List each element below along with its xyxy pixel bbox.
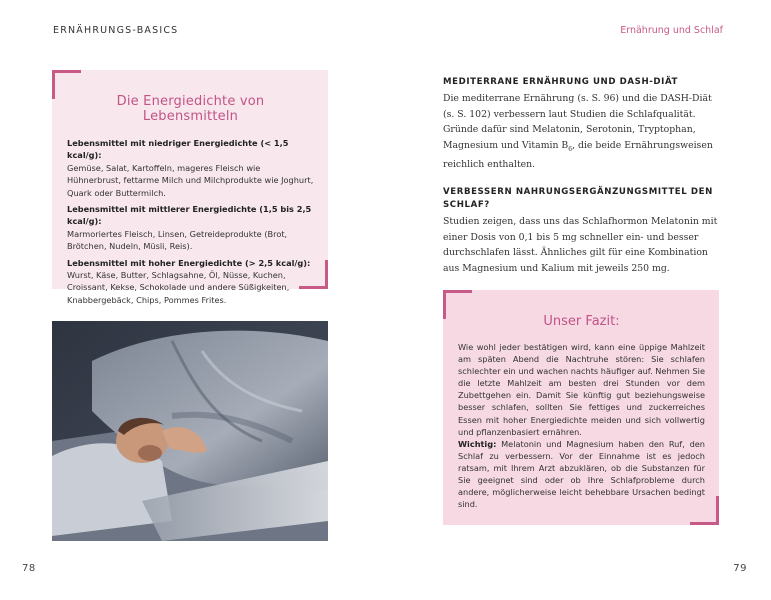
energy-group-label: Lebensmittel mit mittlerer Energiedichte (1,5 bis 2,5 kcal/g): — [67, 204, 312, 227]
mediterran-text-start: Die mediterrane Ernährung (s. S. 96) und die DASH-Diät (s. S. 102) verbessern laut Studien die Schlafqualität. Gründe dafür sind Melatonin, Serotonin, Tryptophan, Magnesium und Vitamin B — [443, 93, 712, 151]
running-head-left: ERNÄHRUNGS-BASICS — [53, 25, 179, 36]
mediterran-text-end: , die beide Ernährungsweisen reichlich enthalten. — [443, 139, 713, 170]
energy-group-body: Wurst, Käse, Butter, Schlagsahne, Öl, Nüsse, Kuchen, Croissant, Kekse, Schokolade und andere Süßigkeiten, Knabbergebäck, Chips, Pommes Frites. — [67, 270, 290, 305]
photo-illustration — [52, 321, 328, 541]
corner-accent-top-left — [52, 70, 81, 99]
sleeping-man-photo — [52, 321, 328, 541]
corner-accent-bottom-right — [299, 260, 328, 289]
energy-group-low — [67, 137, 314, 199]
energy-group-body: Marmoriertes Fleisch, Linsen, Getreideprodukte (Brot, Brötchen, Nudeln, Müsli, Reis). — [67, 228, 288, 252]
fazit-body — [458, 341, 705, 510]
page-number-right: 79 — [733, 563, 747, 574]
right-page-text — [443, 76, 723, 276]
section-body-supplements: Studien zeigen, dass uns das Schlafhormon Melatonin mit einer Dosis von 0,1 bis 5 mg schneller ein- und besser durchschlafen lässt. Ähnliches gilt für eine Kombination aus Magnesium und Kalium mit jeweils 250 mg. — [443, 216, 718, 274]
corner-accent-bottom-right — [690, 496, 719, 525]
energy-group-medium — [67, 203, 314, 253]
energy-density-box — [52, 70, 328, 305]
energy-group-label: Lebensmittel mit niedriger Energiedichte (< 1,5 kcal/g): — [67, 138, 289, 161]
fazit-note-text: Melatonin und Magnesium haben den Ruf, den Schlaf zu verbessern. Vor der Einnahme ist es jedoch ratsam, mit Ihrem Arzt abzuklären, ob die Substanzen für Sie geeignet sind oder ob Ihre Schlafprobleme durch andere, möglicherweise leicht behebbare Ursachen bedingt sind. — [458, 438, 705, 510]
energy-group-high — [67, 257, 314, 307]
fazit-title: Unser Fazit: — [543, 314, 620, 329]
vitamin-subscript: 6 — [568, 145, 573, 153]
section-heading-mediterran: MEDITERRANE ERNÄHRUNG UND DASH-DIÄT — [443, 77, 678, 87]
page-number-left: 78 — [22, 563, 36, 574]
energy-box-title: Die Energiedichte von Lebensmitteln — [116, 94, 265, 124]
fazit-box — [443, 290, 719, 525]
section-heading-supplements: VERBESSERN NAHRUNGSERGÄNZUNGSMITTEL DEN SCHLAF? — [443, 187, 713, 211]
energy-group-label: Lebensmittel mit hoher Energiedichte (> 2,5 kcal/g): — [67, 257, 311, 268]
section-body-mediterran — [443, 91, 723, 172]
running-head-right: Ernährung und Schlaf — [620, 25, 723, 36]
fazit-paragraph: Wie wohl jeder bestätigen wird, kann eine üppige Mahlzeit am späten Abend die Nachtruhe stören: Sie schlafen schlechter ein und wachen nachts häufiger auf. Nehmen Sie die letzte Mahlzeit am besten drei Stunden vor dem Zubettgehen ein. Damit Sie künftig gut beziehungsweise besser schlafen, sollten Sie fettiges und zuckerreiches Essen mit hoher Energiedichte meiden und sich vollwertig und pflanzenbasiert ernähren. — [458, 342, 705, 437]
energy-group-body: Gemüse, Salat, Kartoffeln, mageres Fleisch wie Hühnerbrust, fettarme Milch und Milchprodukte wie Joghurt, Quark oder Buttermilch. — [67, 162, 314, 198]
corner-accent-top-left — [443, 290, 472, 319]
fazit-note-label: Wichtig: — [458, 438, 497, 449]
